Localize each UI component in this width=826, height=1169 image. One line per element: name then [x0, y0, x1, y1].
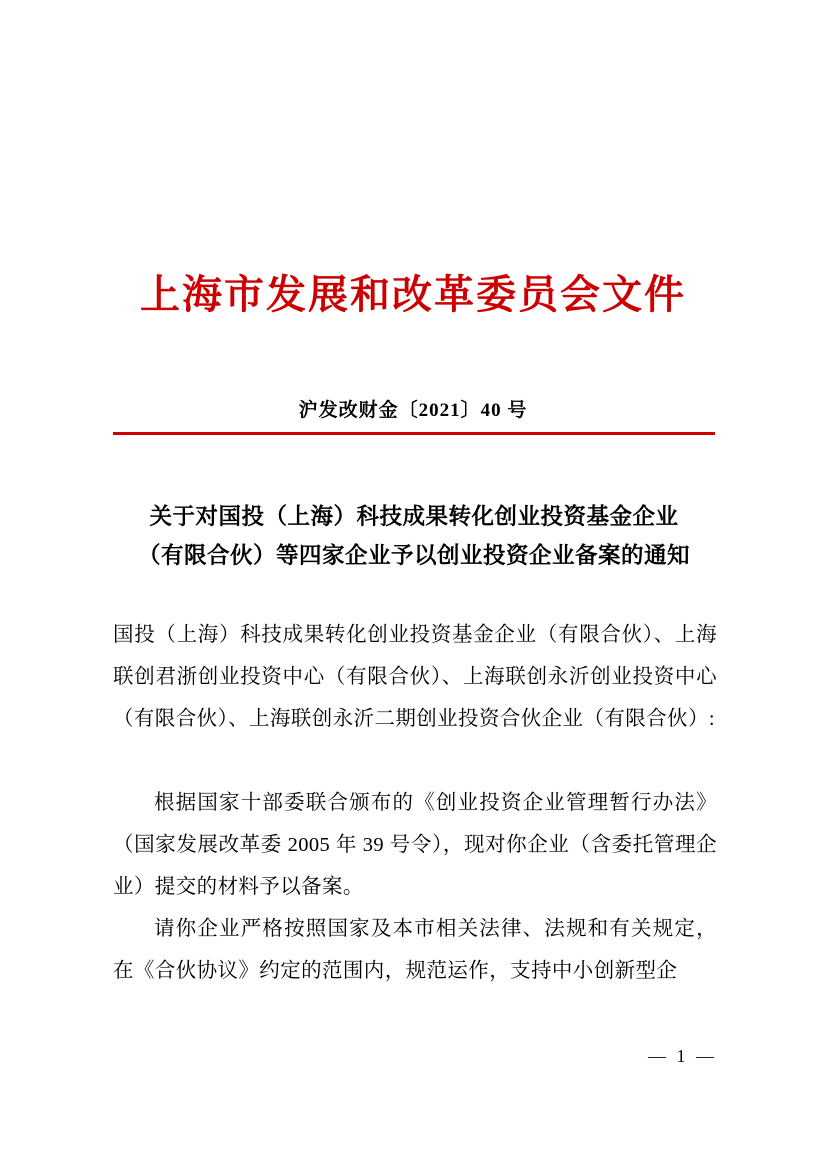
paragraph-compliance-request: 请你企业严格按照国家及本市相关法律、法规和有关规定，在《合伙协议》约定的范围内，规范运作，支持中小创新型企 [113, 918, 717, 982]
red-divider-line [113, 432, 715, 435]
issuing-authority-title: 上海市发展和改革委员会文件 [140, 271, 686, 318]
document-header [113, 270, 713, 320]
paragraph-filing-basis: 根据国家十部委联合颁布的《创业投资企业管理暂行办法》（国家发展改革委 2005 年 39 号令），现对你企业（含委托管理企业）提交的材料予以备案。 [113, 792, 717, 898]
document-body [113, 614, 717, 992]
document-number: 沪发改财金〔2021〕40 号 [298, 400, 528, 421]
paragraph-addressee: 国投（上海）科技成果转化创业投资基金企业（有限合伙）、上海联创君浙创业投资中心（有限合伙）、上海联创永沂创业投资中心（有限合伙）、上海联创永沂二期创业投资合伙企业（有限合伙）: [113, 624, 717, 730]
document-subject [113, 498, 715, 577]
page-number: — 1 — [648, 1046, 717, 1066]
subject-line-2: （有限合伙）等四家企业予以创业投资企业备案的通知 [137, 543, 690, 570]
subject-line-1: 关于对国投（上海）科技成果转化创业投资基金企业 [149, 504, 679, 530]
